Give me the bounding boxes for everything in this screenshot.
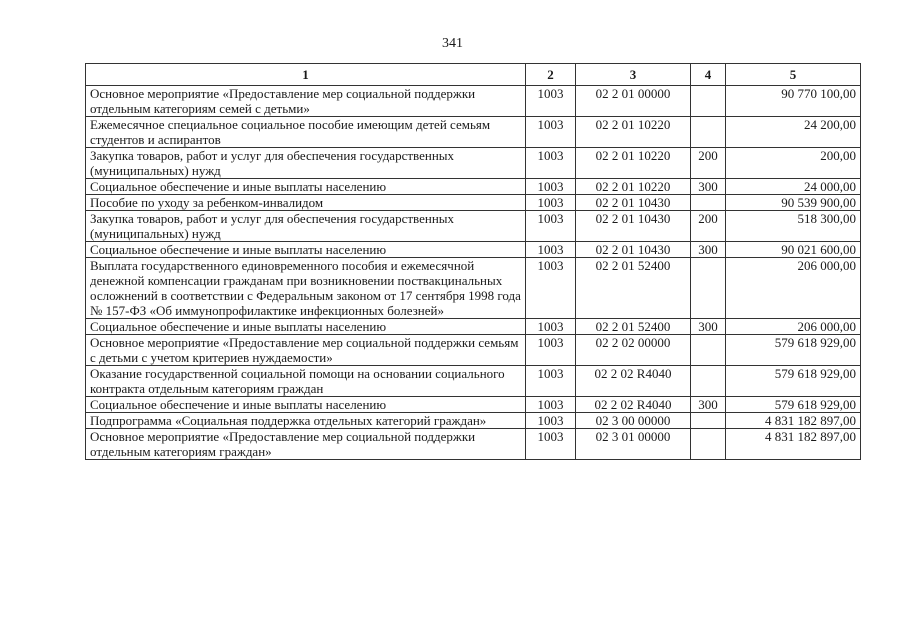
row-target-code: 02 2 01 10430 — [576, 211, 691, 242]
row-section: 1003 — [526, 195, 576, 211]
row-target-code: 02 3 01 00000 — [576, 429, 691, 460]
row-expense-type — [691, 195, 726, 211]
row-target-code: 02 2 01 10220 — [576, 179, 691, 195]
row-amount: 4 831 182 897,00 — [726, 413, 861, 429]
row-amount: 90 539 900,00 — [726, 195, 861, 211]
row-section: 1003 — [526, 335, 576, 366]
row-amount: 24 200,00 — [726, 117, 861, 148]
row-section: 1003 — [526, 211, 576, 242]
table-row — [86, 335, 861, 366]
row-name: Закупка товаров, работ и услуг для обеспечения государственных (муниципальных) нужд — [86, 211, 526, 242]
row-name: Основное мероприятие «Предоставление мер социальной поддержки отдельным категориям граждан» — [86, 429, 526, 460]
table-row — [86, 148, 861, 179]
row-amount: 579 618 929,00 — [726, 397, 861, 413]
table-row — [86, 242, 861, 258]
row-target-code: 02 2 01 10220 — [576, 148, 691, 179]
row-name: Социальное обеспечение и иные выплаты населению — [86, 397, 526, 413]
row-target-code: 02 2 02 R4040 — [576, 366, 691, 397]
row-expense-type: 300 — [691, 242, 726, 258]
row-target-code: 02 2 01 00000 — [576, 86, 691, 117]
row-expense-type — [691, 429, 726, 460]
row-amount: 579 618 929,00 — [726, 335, 861, 366]
row-section: 1003 — [526, 86, 576, 117]
row-target-code: 02 2 01 10220 — [576, 117, 691, 148]
row-expense-type — [691, 86, 726, 117]
row-name: Основное мероприятие «Предоставление мер социальной поддержки семьям с детьми с учетом критериев нуждаемости» — [86, 335, 526, 366]
table-row — [86, 117, 861, 148]
row-expense-type — [691, 258, 726, 319]
header-col-3: 3 — [576, 64, 691, 86]
table-row — [86, 86, 861, 117]
row-target-code: 02 3 00 00000 — [576, 413, 691, 429]
row-expense-type: 200 — [691, 211, 726, 242]
budget-table — [85, 63, 861, 460]
table-row — [86, 195, 861, 211]
row-name: Оказание государственной социальной помощи на основании социального контракта отдельным категориям граждан — [86, 366, 526, 397]
row-name: Социальное обеспечение и иные выплаты населению — [86, 242, 526, 258]
row-target-code: 02 2 01 10430 — [576, 242, 691, 258]
row-section: 1003 — [526, 319, 576, 335]
row-name: Основное мероприятие «Предоставление мер социальной поддержки отдельным категориям семей с детьми» — [86, 86, 526, 117]
row-section: 1003 — [526, 242, 576, 258]
row-target-code: 02 2 01 52400 — [576, 319, 691, 335]
row-expense-type: 300 — [691, 397, 726, 413]
page-number: 341 — [442, 36, 463, 51]
row-expense-type: 300 — [691, 319, 726, 335]
table-row — [86, 413, 861, 429]
row-section: 1003 — [526, 148, 576, 179]
row-section: 1003 — [526, 179, 576, 195]
row-section: 1003 — [526, 413, 576, 429]
row-expense-type — [691, 366, 726, 397]
table-row — [86, 397, 861, 413]
row-amount: 206 000,00 — [726, 319, 861, 335]
row-amount: 579 618 929,00 — [726, 366, 861, 397]
row-name: Ежемесячное специальное социальное пособие имеющим детей семьям студентов и аспирантов — [86, 117, 526, 148]
row-amount: 518 300,00 — [726, 211, 861, 242]
row-section: 1003 — [526, 258, 576, 319]
row-amount: 24 000,00 — [726, 179, 861, 195]
header-col-4: 4 — [691, 64, 726, 86]
row-section: 1003 — [526, 117, 576, 148]
row-expense-type — [691, 335, 726, 366]
row-amount: 200,00 — [726, 148, 861, 179]
row-expense-type: 300 — [691, 179, 726, 195]
row-target-code: 02 2 02 00000 — [576, 335, 691, 366]
table-row — [86, 366, 861, 397]
table-row — [86, 429, 861, 460]
table-row — [86, 258, 861, 319]
row-amount: 90 770 100,00 — [726, 86, 861, 117]
row-name: Социальное обеспечение и иные выплаты населению — [86, 179, 526, 195]
header-col-5: 5 — [726, 64, 861, 86]
row-expense-type: 200 — [691, 148, 726, 179]
row-target-code: 02 2 01 52400 — [576, 258, 691, 319]
table-header-row — [86, 64, 861, 86]
row-target-code: 02 2 02 R4040 — [576, 397, 691, 413]
header-col-1: 1 — [86, 64, 526, 86]
row-section: 1003 — [526, 366, 576, 397]
row-expense-type — [691, 413, 726, 429]
row-name: Выплата государственного единовременного пособия и ежемесячной денежной компенсации гражданам при возникновении поствакцинальных осложнений в соответствии с Федеральным законом от 17 сентября 1998 года № 157-ФЗ «Об иммунопрофилактике инфекционных болезней» — [86, 258, 526, 319]
row-section: 1003 — [526, 397, 576, 413]
header-col-2: 2 — [526, 64, 576, 86]
table-row — [86, 211, 861, 242]
row-name: Социальное обеспечение и иные выплаты населению — [86, 319, 526, 335]
table-row — [86, 319, 861, 335]
row-amount: 90 021 600,00 — [726, 242, 861, 258]
row-section: 1003 — [526, 429, 576, 460]
row-amount: 206 000,00 — [726, 258, 861, 319]
table-row — [86, 179, 861, 195]
row-target-code: 02 2 01 10430 — [576, 195, 691, 211]
row-amount: 4 831 182 897,00 — [726, 429, 861, 460]
row-name: Подпрограмма «Социальная поддержка отдельных категорий граждан» — [86, 413, 526, 429]
row-expense-type — [691, 117, 726, 148]
row-name: Закупка товаров, работ и услуг для обеспечения государственных (муниципальных) нужд — [86, 148, 526, 179]
row-name: Пособие по уходу за ребенком-инвалидом — [86, 195, 526, 211]
